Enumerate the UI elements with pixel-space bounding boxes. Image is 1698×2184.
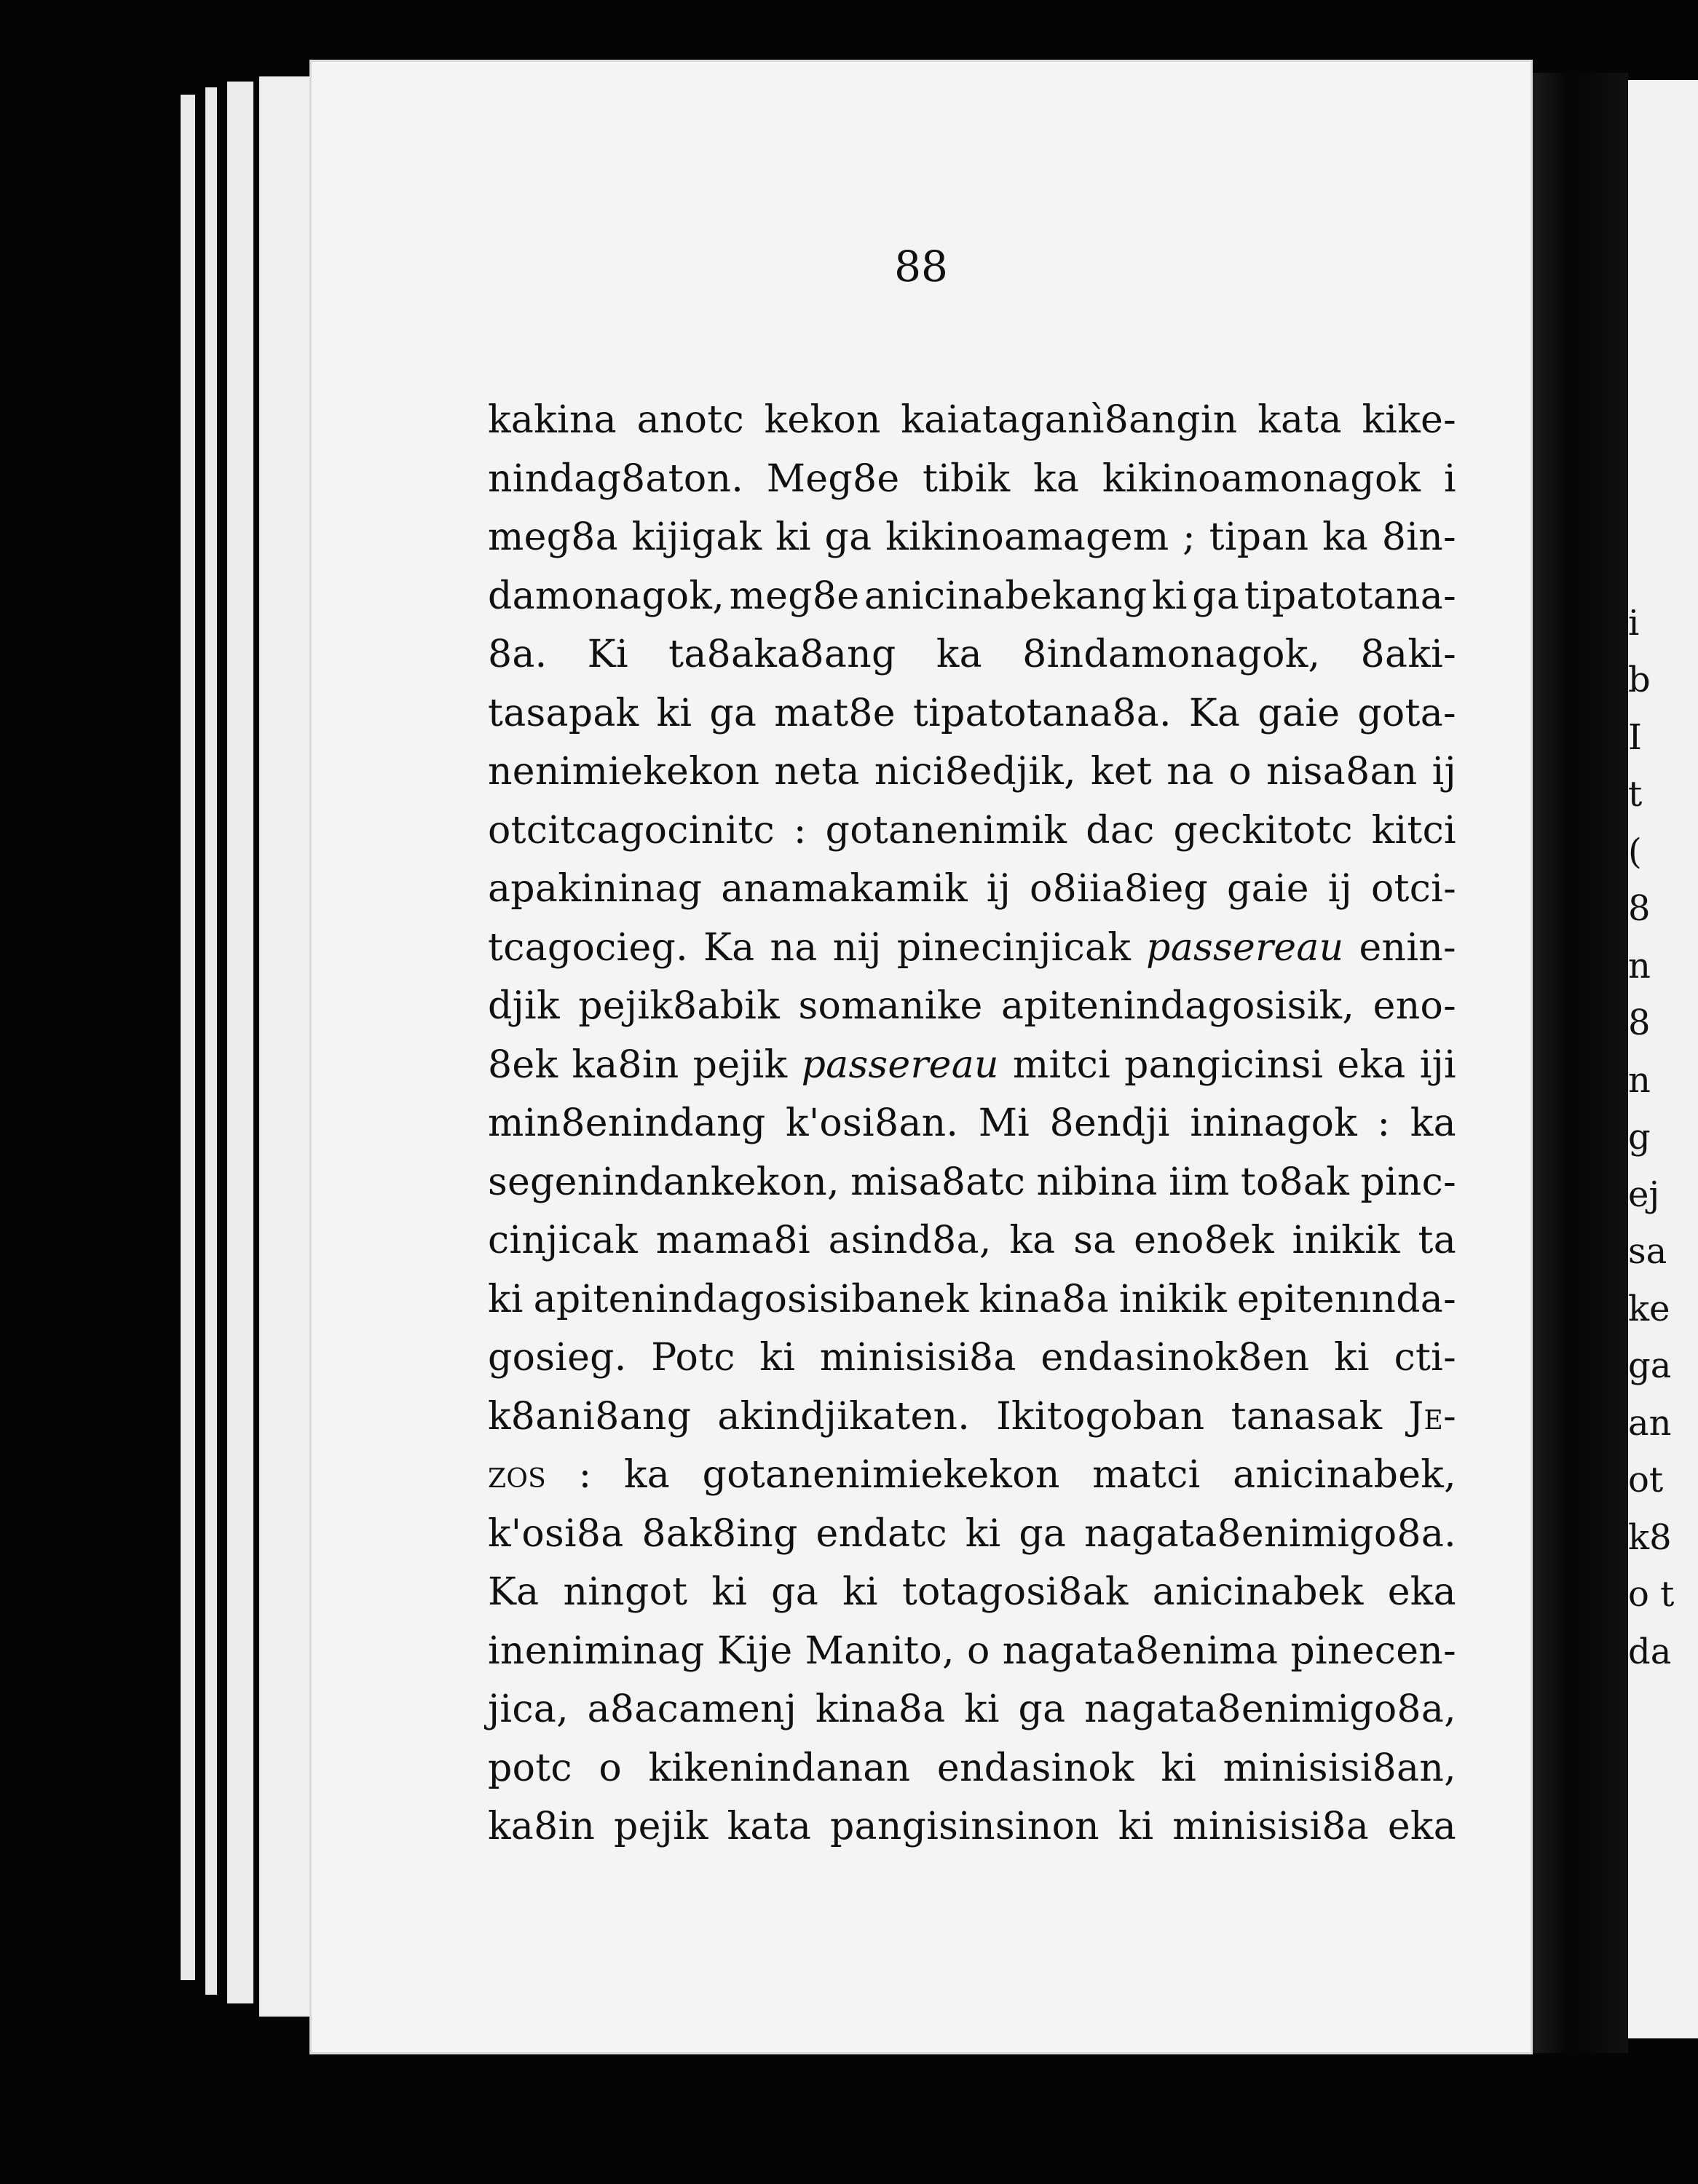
word: kikinoamonagok bbox=[1102, 456, 1421, 501]
word: ga bbox=[824, 515, 872, 559]
word: 8a. bbox=[488, 633, 548, 676]
word: Ka bbox=[1188, 691, 1241, 735]
word: to8ak bbox=[1240, 1160, 1350, 1204]
word: nisa8an bbox=[1266, 750, 1418, 794]
word: 8aki- bbox=[1360, 633, 1456, 676]
next-page-line: sa bbox=[1628, 1231, 1667, 1272]
next-page-line: an bbox=[1628, 1402, 1672, 1444]
word: anamakamik bbox=[721, 867, 968, 911]
next-page-line bbox=[1628, 194, 1698, 252]
word: mat8e bbox=[774, 691, 896, 735]
word: o bbox=[1228, 750, 1252, 794]
word: tcagocieg. bbox=[488, 925, 688, 970]
word: apitenindagosisik, bbox=[1001, 984, 1355, 1028]
word: otcitcagocinitc bbox=[488, 808, 775, 852]
next-page-line: 8 bbox=[1628, 888, 1651, 929]
text-line bbox=[488, 1797, 1456, 1856]
word: k'osi8a bbox=[488, 1511, 624, 1556]
word: Ka bbox=[703, 925, 755, 970]
word: Je- bbox=[1408, 1394, 1456, 1439]
word: nibina bbox=[1036, 1160, 1158, 1204]
word: potc bbox=[488, 1746, 572, 1790]
book-gutter bbox=[1533, 73, 1628, 2053]
word: i bbox=[1444, 456, 1456, 501]
word: ket bbox=[1091, 750, 1153, 794]
next-page-lines bbox=[1628, 80, 1698, 1680]
word: eka bbox=[1337, 1042, 1406, 1087]
word: pejik bbox=[613, 1805, 708, 1848]
word: o bbox=[599, 1746, 622, 1790]
word: ; bbox=[1182, 515, 1196, 559]
text-line bbox=[488, 1388, 1456, 1447]
next-page-line bbox=[1628, 309, 1698, 366]
word: ka8in bbox=[572, 1042, 679, 1087]
word: ki bbox=[1334, 1336, 1370, 1380]
word: ininagok bbox=[1190, 1101, 1358, 1145]
word: anotc bbox=[636, 398, 744, 442]
word: ga bbox=[709, 691, 757, 735]
word: pinc- bbox=[1360, 1160, 1456, 1204]
word: pangicinsi bbox=[1124, 1042, 1324, 1087]
word: eno8ek bbox=[1134, 1219, 1274, 1262]
word: minisisi8a bbox=[819, 1336, 1016, 1380]
word: ki bbox=[759, 1336, 796, 1380]
word: mama8i bbox=[655, 1219, 810, 1262]
word: kitci bbox=[1371, 808, 1456, 852]
word: meg8a bbox=[488, 515, 618, 559]
page-edge bbox=[205, 87, 217, 1995]
text-line bbox=[488, 684, 1456, 743]
next-page-line bbox=[1628, 423, 1698, 480]
word: otci- bbox=[1370, 867, 1456, 911]
word: kata bbox=[727, 1805, 812, 1848]
word: tibik bbox=[923, 456, 1011, 501]
word: anicinabek bbox=[1152, 1570, 1364, 1614]
word: Potc bbox=[651, 1336, 735, 1380]
page-number: 88 bbox=[894, 242, 948, 291]
word: gaie bbox=[1257, 691, 1340, 735]
word: nij bbox=[832, 925, 882, 970]
next-page-line: k8 bbox=[1628, 1516, 1672, 1558]
word: k8ani8ang bbox=[488, 1394, 692, 1439]
page-edge bbox=[259, 76, 313, 2017]
text-line bbox=[488, 1094, 1456, 1153]
word: 8endji bbox=[1049, 1101, 1170, 1145]
word: a8acamenj bbox=[587, 1688, 797, 1731]
word: misa8atc bbox=[850, 1160, 1026, 1204]
word: ka bbox=[1322, 515, 1369, 559]
word: : bbox=[1377, 1101, 1391, 1145]
next-page-line: n bbox=[1628, 1059, 1651, 1101]
word: gotanenimik bbox=[825, 808, 1067, 852]
next-page-line: ga bbox=[1628, 1345, 1672, 1386]
word: kaiataganì8angin bbox=[901, 398, 1238, 442]
word: ta bbox=[1418, 1219, 1456, 1262]
word: geckitotc bbox=[1173, 808, 1353, 852]
word: kijigak bbox=[631, 515, 762, 559]
word: pejik8abik bbox=[578, 984, 781, 1028]
word: ka bbox=[623, 1453, 671, 1497]
text-line bbox=[488, 1211, 1456, 1270]
next-page-line: ej bbox=[1628, 1174, 1660, 1215]
word: nagata8enimigo8a, bbox=[1084, 1688, 1456, 1731]
word: kata bbox=[1257, 398, 1342, 442]
next-page-line bbox=[1628, 252, 1698, 309]
next-page-line: da bbox=[1628, 1631, 1672, 1672]
word: pinecen- bbox=[1290, 1629, 1456, 1673]
text-line bbox=[488, 1446, 1456, 1505]
word: k'osi8an. bbox=[786, 1101, 959, 1145]
word: : bbox=[793, 808, 807, 852]
word: neta bbox=[774, 750, 860, 794]
text-line bbox=[488, 1036, 1456, 1095]
word: epitenında- bbox=[1236, 1277, 1456, 1321]
word: Ikitogoban bbox=[996, 1394, 1205, 1439]
word: dac bbox=[1086, 808, 1155, 852]
word: 8ak8ing bbox=[641, 1511, 798, 1556]
word: tipan bbox=[1209, 515, 1309, 559]
word: pejik bbox=[692, 1042, 788, 1087]
word: totagosi8ak bbox=[901, 1570, 1129, 1614]
word: ij bbox=[1432, 750, 1456, 794]
next-page-line bbox=[1628, 366, 1698, 424]
next-page-line bbox=[1628, 80, 1698, 138]
text-line bbox=[488, 1563, 1456, 1622]
word: ga bbox=[1019, 1511, 1067, 1556]
body-text bbox=[488, 391, 1456, 1856]
word: gosieg. bbox=[488, 1336, 627, 1380]
word: ij bbox=[986, 867, 1011, 911]
text-line bbox=[488, 1153, 1456, 1212]
word: mitci bbox=[1012, 1042, 1110, 1087]
word: : bbox=[578, 1453, 592, 1497]
word: Ka bbox=[488, 1570, 540, 1614]
word: ga bbox=[771, 1570, 819, 1614]
text-line bbox=[488, 1739, 1456, 1798]
word: tipatotana- bbox=[1244, 574, 1456, 618]
next-page-fragment bbox=[1628, 80, 1698, 2038]
word: kekon bbox=[764, 398, 881, 442]
text-line bbox=[488, 391, 1456, 450]
word: tanasak bbox=[1231, 1394, 1383, 1439]
word: o8iia8ieg bbox=[1030, 867, 1209, 911]
word: pinecinjicak bbox=[896, 925, 1132, 970]
word: Kije bbox=[716, 1629, 793, 1673]
word: 8in- bbox=[1381, 515, 1456, 559]
next-page-line: ot bbox=[1628, 1460, 1664, 1500]
next-page-line bbox=[1628, 480, 1698, 538]
page-edge bbox=[181, 95, 195, 1980]
word: ineniminag bbox=[488, 1629, 705, 1673]
word: nagata8enima bbox=[1002, 1629, 1279, 1673]
next-page-line: n bbox=[1628, 945, 1651, 986]
word: gaie bbox=[1226, 867, 1309, 911]
word: iim bbox=[1169, 1160, 1230, 1204]
word: ki bbox=[964, 1688, 1000, 1731]
word: endasinok bbox=[936, 1746, 1134, 1790]
word: na bbox=[1166, 750, 1215, 794]
word: Meg8e bbox=[766, 456, 900, 501]
text-line bbox=[488, 1329, 1456, 1388]
word: sa bbox=[1073, 1219, 1116, 1262]
word: iji bbox=[1419, 1042, 1456, 1087]
next-page-line: i bbox=[1628, 602, 1640, 644]
word: djik bbox=[488, 984, 560, 1028]
text-line bbox=[488, 743, 1456, 802]
word: na bbox=[770, 925, 818, 970]
word: minisisi8a bbox=[1172, 1805, 1370, 1848]
word: zos bbox=[488, 1453, 547, 1497]
page-edge bbox=[227, 82, 253, 2003]
word: min8enindang bbox=[488, 1101, 766, 1145]
word: ki bbox=[656, 691, 692, 735]
next-page-line: o t bbox=[1628, 1574, 1675, 1615]
word: kike- bbox=[1362, 398, 1456, 442]
word: ki bbox=[1161, 1746, 1197, 1790]
word: kikinoamagem bbox=[885, 515, 1169, 559]
word: ki bbox=[775, 515, 811, 559]
word: inikik bbox=[1118, 1277, 1228, 1321]
word: somanike bbox=[798, 984, 983, 1028]
word: ka bbox=[1410, 1101, 1456, 1145]
word: ka bbox=[936, 633, 982, 676]
word: Ki bbox=[587, 633, 628, 676]
text-line bbox=[488, 1505, 1456, 1564]
word: ij bbox=[1327, 867, 1353, 911]
text-line bbox=[488, 508, 1456, 567]
word: ki bbox=[1151, 574, 1188, 618]
word: ka8in bbox=[488, 1805, 596, 1848]
next-page-line: g bbox=[1628, 1117, 1651, 1158]
word: endasinok8en bbox=[1040, 1336, 1310, 1380]
word: ga bbox=[1192, 574, 1240, 618]
word: nagata8enimigo8a. bbox=[1084, 1511, 1456, 1556]
word: endatc bbox=[816, 1511, 947, 1556]
word: ki bbox=[1118, 1805, 1154, 1848]
word: ki bbox=[965, 1511, 1001, 1556]
word: pangisinsinon bbox=[829, 1805, 1099, 1848]
word: akindjikaten. bbox=[717, 1394, 971, 1439]
word: nenimiekekon bbox=[488, 750, 760, 794]
next-page-line bbox=[1628, 537, 1698, 595]
word: ta8aka8ang bbox=[668, 633, 896, 676]
word: 8indamonagok, bbox=[1022, 633, 1321, 676]
word: damonagok, bbox=[488, 574, 725, 618]
text-line bbox=[488, 625, 1456, 684]
word: kina8a bbox=[815, 1688, 946, 1731]
word: enin- bbox=[1359, 925, 1456, 970]
next-page-line bbox=[1628, 138, 1698, 195]
word: ga bbox=[1018, 1688, 1066, 1731]
next-page-line: ( bbox=[1628, 831, 1642, 872]
next-page-line: t bbox=[1628, 774, 1643, 815]
text-line bbox=[488, 860, 1456, 919]
next-page-line: I bbox=[1628, 716, 1642, 758]
word: kikenindanan bbox=[648, 1746, 911, 1790]
word: eka bbox=[1387, 1805, 1456, 1848]
next-page-line: ke bbox=[1628, 1288, 1670, 1329]
word: segenindankekon, bbox=[488, 1160, 840, 1204]
word: Manito, bbox=[805, 1629, 955, 1673]
book-page bbox=[309, 60, 1533, 2054]
word: Mi bbox=[978, 1101, 1030, 1145]
word: ningot bbox=[563, 1570, 688, 1614]
word: nindag8aton. bbox=[488, 456, 744, 501]
text-line bbox=[488, 1680, 1456, 1739]
word: 8ek bbox=[488, 1042, 558, 1087]
word: kina8a bbox=[979, 1277, 1109, 1321]
word: cti- bbox=[1394, 1336, 1456, 1380]
next-page-line: b bbox=[1628, 660, 1651, 700]
word: o bbox=[966, 1629, 990, 1673]
word: kakina bbox=[488, 398, 617, 442]
word: ki bbox=[488, 1277, 524, 1321]
text-line bbox=[488, 1622, 1456, 1681]
text-line bbox=[488, 450, 1456, 509]
word: passereau bbox=[801, 1042, 999, 1087]
word: anicinabek, bbox=[1233, 1453, 1456, 1497]
text-line bbox=[488, 567, 1456, 626]
word: apakininag bbox=[488, 867, 703, 911]
word: ka bbox=[1033, 456, 1080, 501]
word: minisisi8an, bbox=[1223, 1746, 1456, 1790]
text-line bbox=[488, 977, 1456, 1036]
word: passereau bbox=[1146, 925, 1344, 970]
word: tasapak bbox=[488, 691, 639, 735]
word: nici8edjik, bbox=[874, 750, 1076, 794]
word: anicinabekang bbox=[864, 574, 1148, 618]
text-line bbox=[488, 919, 1456, 978]
word: cinjicak bbox=[488, 1219, 639, 1262]
word: eka bbox=[1387, 1570, 1456, 1614]
text-line bbox=[488, 1270, 1456, 1329]
word: ka bbox=[1009, 1219, 1056, 1262]
word: ki bbox=[711, 1570, 748, 1614]
word: ki bbox=[842, 1570, 878, 1614]
word: inikik bbox=[1292, 1219, 1400, 1262]
word: gota- bbox=[1357, 691, 1456, 735]
text-line bbox=[488, 802, 1456, 860]
word: apitenindagosisibanek bbox=[533, 1277, 969, 1321]
next-page-line: 8 bbox=[1628, 1002, 1651, 1043]
word: asind8a, bbox=[828, 1219, 992, 1262]
word: meg8e bbox=[729, 574, 860, 618]
word: jica, bbox=[488, 1688, 569, 1731]
word: matci bbox=[1092, 1453, 1201, 1497]
word: gotanenimiekekon bbox=[702, 1453, 1060, 1497]
word: eno- bbox=[1373, 984, 1456, 1028]
word: tipatotana8a. bbox=[912, 691, 1172, 735]
